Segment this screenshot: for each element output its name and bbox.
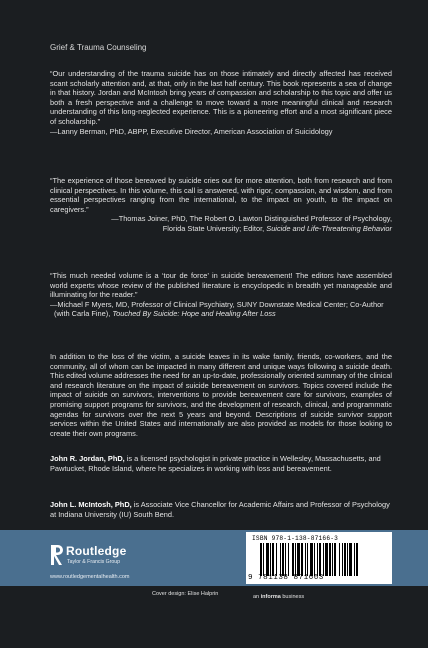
endorsement-1 <box>50 69 392 136</box>
barcode-bar <box>305 543 306 576</box>
barcode-bar <box>354 543 355 576</box>
endorsement-quote: “This much needed volume is a ‘tour de force’ in suicide bereavement! The editors have assembled world experts whose review of the published literature is encyclopedic in breadth yet manageable and illuminating for the reader.” <box>50 271 392 300</box>
category-label: Grief & Trauma Counseling <box>50 43 147 52</box>
description-text: In addition to the loss of the victim, a suicide leaves in its wake family, friends, co-workers, and the community, all of whom can be impacted in many different and unique ways following a suicide death. This edited volume addresses the need for an up-to-date, professionally oriented summary of the clinical and research literature on the impact of suicide bereavement on survivors. Topics covered include the impact of suicide on survivors, interventions to provide bereavement care for survivors, examples of promising support programs for survivors, and the development of research, clinical, and programmatic agendas for survivors over the next 5 years and beyond. Descriptions of suicide survivor support services within the United States and internationally are also provided as models for those looking to create their own programs. <box>50 352 392 438</box>
barcode-bar <box>266 543 269 576</box>
barcode-bar <box>332 543 333 576</box>
author-bio-text: is Associate Vice Chancellor for Academic Affairs and Professor of Psychology at Indiana University (IU) South Bend. <box>50 500 390 519</box>
author-name: John L. McIntosh, PhD, <box>50 500 132 509</box>
endorsement-attribution <box>50 300 392 319</box>
barcode-bar <box>260 543 262 576</box>
barcode-bar <box>280 543 281 576</box>
barcode-bar <box>285 543 286 576</box>
barcode-bar <box>347 543 348 576</box>
barcode-bar <box>282 543 284 576</box>
author-name: John R. Jordan, PhD, <box>50 454 125 463</box>
publisher-group: Taylor & Francis Group <box>67 559 121 565</box>
book-description <box>50 352 392 438</box>
barcode-bar <box>263 543 264 576</box>
barcode-bar <box>295 543 296 576</box>
isbn-number: ISBN 978-1-138-87166-3 <box>252 535 339 542</box>
endorsement-attribution-affiliation <box>50 224 392 234</box>
endorsement-3 <box>50 271 392 319</box>
informa-business-tag <box>253 594 304 600</box>
barcode-bar <box>323 543 324 576</box>
barcode-bar <box>356 543 358 576</box>
publisher-website: www.routledgementalhealth.com <box>50 574 130 580</box>
barcode-bar <box>310 543 313 576</box>
informa-word: informa <box>260 594 281 600</box>
barcode-bar <box>314 543 315 576</box>
barcode-bar <box>349 543 352 576</box>
endorsement-quote: “Our understanding of the trauma suicide has on those intimately and directly affected has received scant scholarly attention and, at that, only in the last half century. This book represents a sea of change in that history. Jordan and McIntosh bring years of compassion and scholarship to this topic and offer us both a fresh perspective and a challenge to move toward a more meaningful clinical and research understanding of this long-neglected experience. This is a pioneering effort and a most significant piece of scholarship.” <box>50 69 392 126</box>
affiliation-text: Florida State University; Editor, <box>162 223 267 233</box>
endorsement-2 <box>50 176 392 234</box>
attribution-text: —Michael F Myers, MD, Professor of Clinical Psychiatry, SUNY Downstate Medical Center; Co-Author (with Carla Fine), <box>50 299 384 319</box>
barcode-bar <box>334 543 336 576</box>
barcode-bar <box>288 543 289 576</box>
barcode-digits: 9 781138 871663 <box>248 574 324 582</box>
endorsement-attribution: —Lanny Berman, PhD, ABPP, Executive Director, American Association of Suicidology <box>50 126 333 136</box>
barcode-bar <box>319 543 321 576</box>
endorsement-attribution: —Thomas Joiner, PhD, The Robert O. Lawton Distinguished Professor of Psychology, <box>111 214 392 224</box>
barcode-bar <box>325 543 328 576</box>
routledge-logo-icon <box>50 544 64 566</box>
author-bio-1 <box>50 454 392 473</box>
author-bio-text: is a licensed psychologist in private practice in Wellesley, Massachusetts, and Pawtucket, Rhode Island, where he specializes in working with loss and bereavement. <box>50 454 381 473</box>
barcode-bar <box>329 543 331 576</box>
barcode-bar <box>276 543 277 576</box>
barcode-bar <box>307 543 308 576</box>
cover-design-credit: Cover design: Elise Halprin <box>152 591 219 597</box>
barcode-bar <box>344 543 346 576</box>
isbn-barcode <box>246 532 392 584</box>
barcode-bar <box>297 543 300 576</box>
barcode-bar <box>272 543 274 576</box>
page-edge <box>428 0 432 648</box>
barcode-bar <box>342 543 343 576</box>
barcode-bar <box>292 543 294 576</box>
informa-suffix: business <box>280 594 305 600</box>
barcode-bar <box>339 543 340 576</box>
barcode-bar <box>317 543 318 576</box>
barcode-bars <box>260 543 380 576</box>
journal-title: Suicide and Life-Threatening Behavior <box>266 223 392 233</box>
author-bio-2 <box>50 500 392 519</box>
informa-prefix: an <box>253 594 261 600</box>
book-title: Touched By Suicide: Hope and Healing After Loss <box>112 309 276 319</box>
endorsement-quote: “The experience of those bereaved by suicide cries out for more attention, both from research and from clinical perspectives. In this volume, this call is answered, with rigor, compassion, and wisdom, and from essential perspectives ranging from the international, to the impact on youth, to the impact on caregivers.” <box>50 176 392 214</box>
publisher-name: Routledge <box>66 544 127 558</box>
barcode-bar <box>270 543 271 576</box>
barcode-bar <box>301 543 303 576</box>
